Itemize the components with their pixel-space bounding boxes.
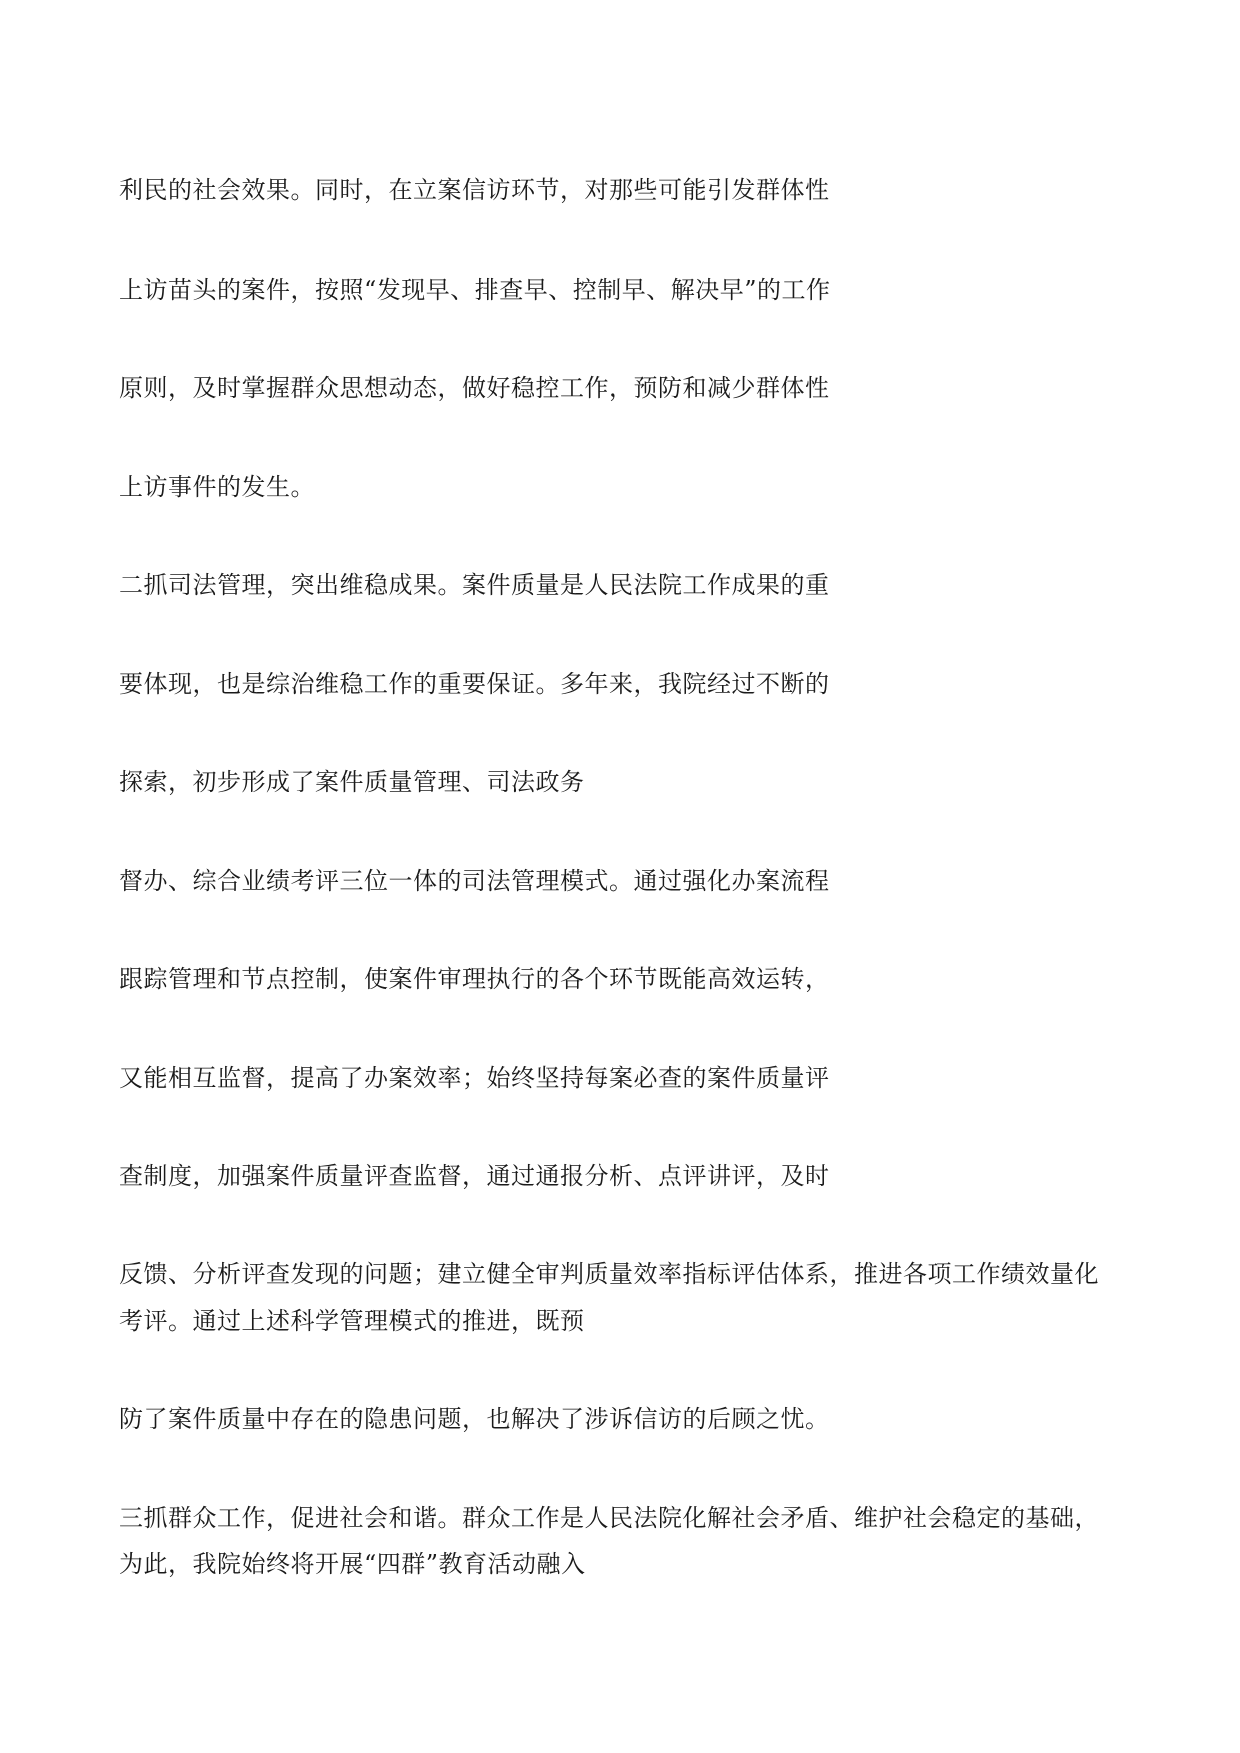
text-line: 又能相互监督，提高了办案效率；始终坚持每案必查的案件质量评 — [119, 1064, 830, 1092]
text-line: 原则，及时掌握群众思想动态，做好稳控工作，预防和减少群体性 — [119, 374, 830, 402]
text-line: 防了案件质量中存在的隐患问题，也解决了涉诉信访的后顾之忧。 — [119, 1405, 830, 1433]
text-line: 考评。通过上述科学管理模式的推进，既预 — [119, 1307, 585, 1335]
text-line: 上访苗头的案件，按照“发现早、排查早、控制早、解决早”的工作 — [119, 276, 831, 304]
text-line: 利民的社会效果。同时，在立案信访环节，对那些可能引发群体性 — [119, 176, 830, 204]
text-line: 要体现，也是综治维稳工作的重要保证。多年来，我院经过不断的 — [119, 670, 830, 698]
text-line: 反馈、分析评查发现的问题；建立健全审判质量效率指标评估体系，推进各项工作绩效量化 — [119, 1260, 1099, 1288]
text-line: 三抓群众工作，促进社会和谐。群众工作是人民法院化解社会矛盾、维护社会稳定的基础， — [119, 1504, 1099, 1532]
text-line: 督办、综合业绩考评三位一体的司法管理模式。通过强化办案流程 — [119, 867, 830, 895]
text-line: 上访事件的发生。 — [119, 473, 315, 501]
text-line: 为此，我院始终将开展“四群”教育活动融入 — [119, 1550, 586, 1578]
text-line: 跟踪管理和节点控制，使案件审理执行的各个环节既能高效运转， — [119, 965, 830, 993]
text-line: 查制度，加强案件质量评查监督，通过通报分析、点评讲评，及时 — [119, 1162, 830, 1190]
text-line: 探索，初步形成了案件质量管理、司法政务 — [119, 768, 585, 796]
text-line: 二抓司法管理，突出维稳成果。案件质量是人民法院工作成果的重 — [119, 571, 830, 599]
